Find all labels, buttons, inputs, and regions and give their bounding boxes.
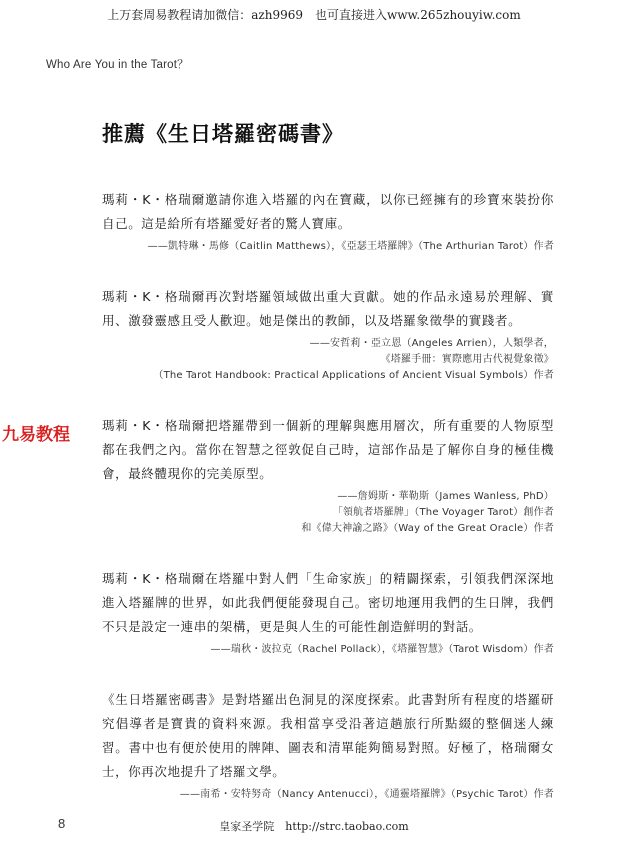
endorsements [102,188,554,833]
running-head: Who Are You in the Tarot？ [46,59,189,71]
endorsement-1 [102,188,554,255]
endorsement-text: 《生日塔羅密碼書》是對塔羅出色洞見的深度探索。此書對所有程度的塔羅研究倡導者是寶貴的資料來源。我相當享受沿著這趟旅行所點綴的整個迷人練習。書中也有便於使用的牌陣、圖表和清單能夠簡易對照。好極了，格瑞爾女士，你再次地提升了塔羅文學。 [102,692,554,779]
endorsement-text: 瑪莉・K・格瑞爾再次對塔羅領域做出重大貢獻。她的作品永遠易於理解、實用、激發靈感且受人歡迎。她是傑出的教師，以及塔羅象徵學的實踐者。 [102,289,554,328]
page-number: 8 [58,816,66,831]
attribution-line: ——南希・安特努奇（Nancy Antenucci），《通靈塔羅牌》（Psychic Tarot）作者 [179,789,554,800]
endorsement-attribution [102,642,554,658]
attribution-line: ——詹姆斯・華勒斯（James Wanless, PhD） [337,491,554,502]
top-watermark: 上万套周易教程请加微信：azh9969 也可直接进入www.265zhouyiw.com [107,8,521,22]
attribution-line: 和《偉大神諭之路》（Way of the Great Oracle）作者 [301,523,554,534]
endorsement-text: 瑪莉・K・格瑞爾把塔羅帶到一個新的理解與應用層次，所有重要的人物原型都在我們之內。當你在智慧之徑敦促自己時，這部作品是了解你自身的極佳機會，最終體現你的完美原型。 [102,418,554,481]
side-watermark: 九易教程 [2,425,70,445]
endorsement-3 [102,414,554,537]
endorsement-text: 瑪莉・K・格瑞爾邀請你進入塔羅的內在寶藏，以你已經擁有的珍寶來裝扮你自己。這是給所有塔羅愛好者的驚人寶庫。 [102,192,554,231]
attribution-line: ——安哲莉・亞立恩（Angeles Arrien），人類學者， [309,338,554,349]
bottom-watermark: 皇家圣学院 http://strc.taobao.com [219,820,409,833]
endorsement-5 [102,688,554,803]
attribution-line: 「領航者塔羅牌」（The Voyager Tarot）創作者 [332,507,554,518]
endorsement-attribution [102,336,554,384]
endorsement-4 [102,567,554,658]
endorsement-attribution [102,239,554,255]
attribution-line: 《塔羅手冊：實際應用古代視覺象徵》 [380,354,554,365]
endorsement-attribution [102,489,554,537]
attribution-line: ——瑞秋・波拉克（Rachel Pollack），《塔羅智慧》（Tarot Wisdom）作者 [210,644,554,655]
attribution-line: ——凱特琳・馬修（Caitlin Matthews），《亞瑟王塔羅牌》（The Arthurian Tarot）作者 [147,241,554,252]
endorsement-text: 瑪莉・K・格瑞爾在塔羅中對人們「生命家族」的精闢探索，引領我們深深地進入塔羅牌的世界，如此我們便能發現自己。密切地運用我們的生日牌，我們不只是設定一連串的架構，更是與人生的可能性創造鮮明的對話。 [102,571,554,634]
attribution-line: （The Tarot Handbook: Practical Applications of Ancient Visual Symbols）作者 [153,370,554,381]
endorsement-attribution [102,787,554,803]
section-title: 推薦《生日塔羅密碼書》 [102,122,344,146]
endorsement-2 [102,285,554,384]
